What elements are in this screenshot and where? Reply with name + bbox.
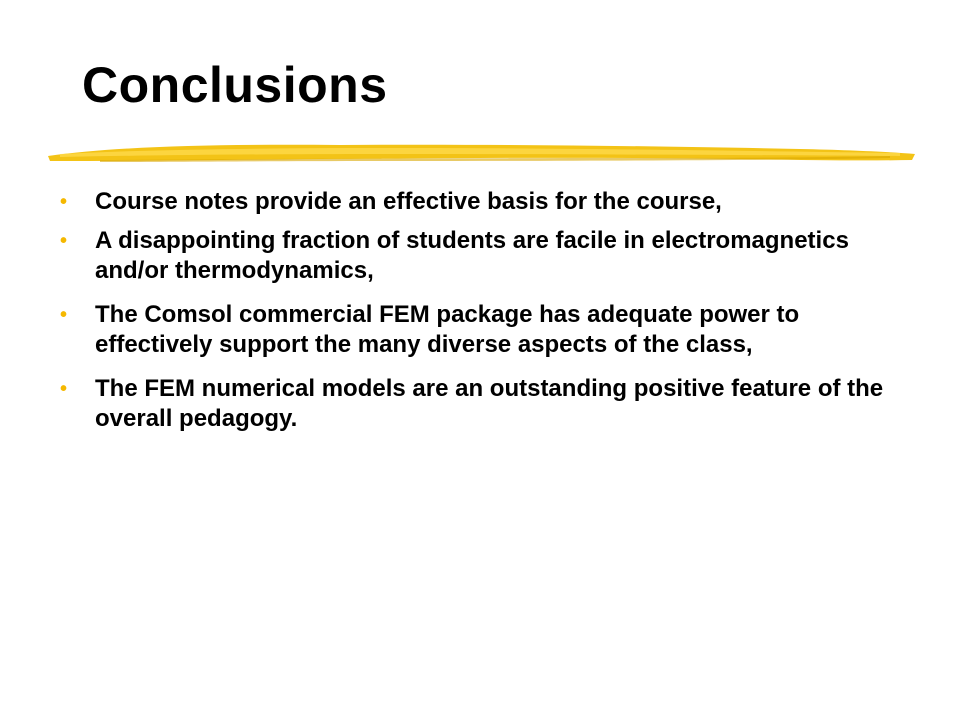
bullet-text: Course notes provide an effective basis for the course, [95,188,722,215]
bullet-list [60,182,910,448]
bullet-item [60,300,910,360]
bullet-item [60,182,910,222]
bullet-item [60,374,910,434]
bullet-icon: • [60,304,68,326]
slide-title: Conclusions [82,57,388,113]
bullet-icon: • [60,191,68,213]
title-underline-brushstroke [40,132,920,176]
bullet-text: The Comsol commercial FEM package has adequate power to effectively support the many diverse aspects of the class, [95,301,800,358]
bullet-text: A disappointing fraction of students are facile in electromagnetics and/or thermodynamics, [95,227,849,284]
bullet-icon: • [60,378,68,400]
bullet-icon: • [60,230,68,252]
bullet-text: The FEM numerical models are an outstanding positive feature of the overall pedagogy. [95,375,884,432]
bullet-item [60,226,910,286]
